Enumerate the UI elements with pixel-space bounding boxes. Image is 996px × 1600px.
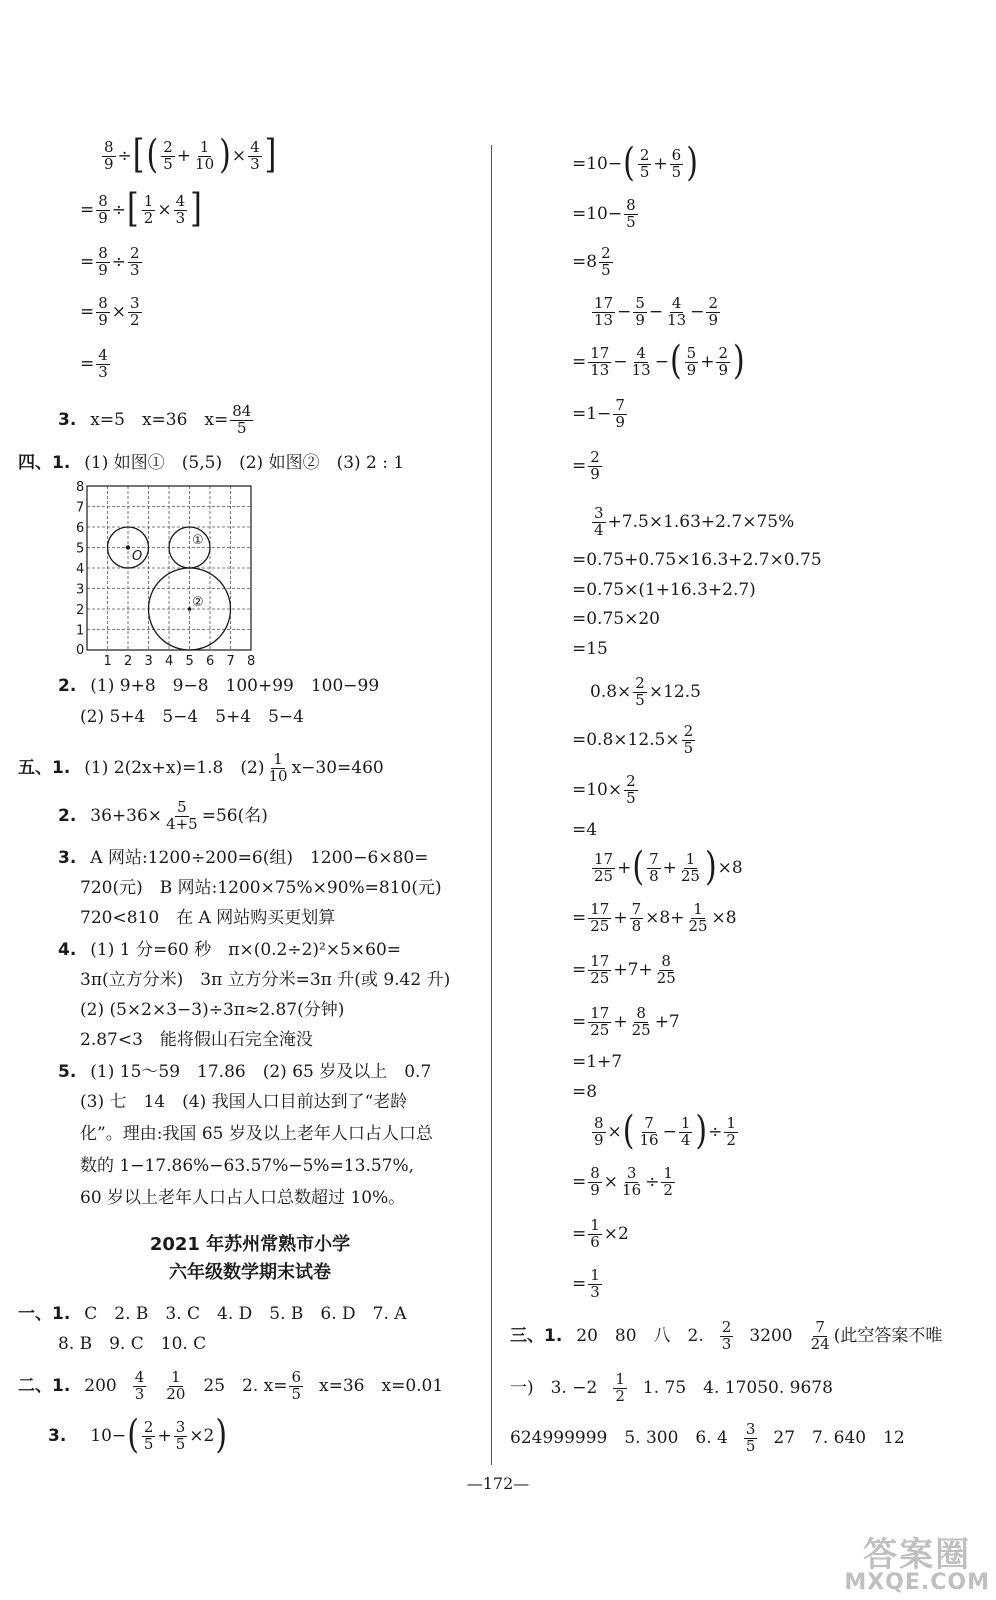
section-5-q2: 2. 36+36× $\frac{5}{4+5}$ =56(名) [58, 798, 268, 833]
exam-section-3-line1: 三、1. 20 80 八 2. $\frac{2}{3}$ 3200 $\frac{7}{24}$ (此空答案不唯 [510, 1318, 943, 1353]
section-4-q1: 四、1. (1) 如图① (5,5) (2) 如图② (3) 2 : 1 [18, 453, 405, 473]
fraction: $\frac{4}{3}$ [250, 138, 260, 173]
section-5-q3-line1: 3. A 网站:1200÷200=6(组) 1200−6×80= [58, 848, 429, 868]
calc-line: $\frac{17}{13}$ − $\frac{5}{9}$ − $\frac{4}{13}$ − $\frac{2}{9}$ [594, 294, 719, 329]
center-point-o [126, 545, 130, 549]
calc-line: =10− ( $\frac{2}{5}$ + $\frac{6}{5}$ ) [572, 140, 698, 187]
exam-title-line1: 2021 年苏州常熟市小学 [149, 1234, 351, 1255]
calc-line: = $\frac{17}{25}$ +7+ $\frac{8}{25}$ [572, 952, 676, 987]
origin-label: 0 [76, 643, 85, 658]
calc-line: =8 [572, 1082, 598, 1102]
section-5-q5-line1: 5. (1) 15～59 17.86 (2) 65 岁及以上 0.7 [58, 1062, 432, 1082]
calc-line: =1− $\frac{7}{9}$ [572, 396, 625, 431]
answer-q3: 3. x=5 x=36 x= $\frac{84}{5}$ [58, 402, 252, 437]
exam-section-2: 二、1. 200 $\frac{4}{3}$ $\frac{1}{20}$ 25 2. x= $\frac{6}{5}$ x=36 x=0.01 [18, 1368, 444, 1403]
calc-line: = $\frac{17}{13}$ − $\frac{4}{13}$ − ( $\frac{5}{9}$ + $\frac{2}{9}$ ) [572, 338, 745, 385]
exam-section-1-line1: 一、1. C 2. B 3. C 4. D 5. B 6. D 7. A [18, 1304, 407, 1324]
calc-line: =0.8×12.5× $\frac{2}{5}$ [572, 722, 694, 757]
section-5-q1: 五、1. (1) 2(2x+x)=1.8 (2) $\frac{1}{10}$ x−30=460 [18, 750, 384, 785]
right-column [500, 0, 996, 1600]
calc-line: = $\frac{17}{25}$ + $\frac{8}{25}$ +7 [572, 1004, 680, 1039]
calc-line: = $\frac{1}{3}$ [572, 1266, 600, 1301]
calc-line: =10− $\frac{8}{5}$ [572, 196, 636, 231]
expr-line-1: $\frac{8}{9}$ ÷ [ ( $\frac{2}{5}$ + $\frac{1}{10}$ ) × $\frac{4}{3}$ ] [104, 132, 277, 179]
x-tick-label: 2 [124, 654, 133, 668]
calc-line: $\frac{8}{9}$ × ( $\frac{7}{16}$ − $\frac{1}{4}$ ) ÷ $\frac{1}{2}$ [594, 1108, 736, 1155]
fraction: $\frac{8}{9}$ [104, 138, 114, 173]
expr-line-4: = $\frac{8}{9}$ × $\frac{3}{2}$ [80, 294, 140, 329]
x-tick-label: 3 [144, 654, 153, 668]
section-4-q2-line2: (2) 5+4 5−4 5+4 5−4 [80, 707, 304, 727]
expr-line-5: = $\frac{4}{3}$ [80, 346, 108, 381]
calc-line: = $\frac{1}{6}$ ×2 [572, 1216, 629, 1251]
column-divider [491, 145, 492, 1465]
expr-line-3: = $\frac{8}{9}$ ÷ $\frac{2}{3}$ [80, 244, 140, 279]
x-axis-ticks [104, 654, 256, 668]
y-tick-label: 8 [76, 480, 85, 495]
page-number: —172— [466, 1474, 530, 1493]
calc-line: =0.75×20 [572, 609, 660, 629]
circle1-label: ① [192, 533, 204, 548]
y-tick-label: 3 [76, 582, 85, 598]
exam-section-3-line2: 一) 3. −2 $\frac{1}{2}$ 1. 75 4. 17050. 9678 [510, 1370, 833, 1405]
x-tick-label: 8 [247, 654, 256, 668]
exam-section-3-line3: 624999999 5. 300 6. 4 $\frac{3}{5}$ 27 7. 640 12 [510, 1420, 905, 1455]
fraction: $\frac{2}{5}$ [163, 138, 173, 173]
circle2-label: ② [192, 595, 204, 610]
x-tick-label: 1 [103, 654, 112, 668]
y-tick-label: 1 [76, 623, 85, 639]
watermark-logo: 答案圈 MXQE.COM [844, 1535, 990, 1595]
section-5-q4-line1: 4. (1) 1 分=60 秒 π×(0.2÷2)²×5×60= [58, 940, 402, 960]
calc-line: =10× $\frac{2}{5}$ [572, 772, 636, 807]
exam-section-1-line2: 8. B 9. C 10. C [58, 1334, 207, 1354]
calc-line: = $\frac{8}{9}$ × $\frac{3}{16}$ ÷ $\frac{1}{2}$ [572, 1164, 673, 1199]
exam-title-line2: 六年级数学期末试卷 [169, 1262, 331, 1283]
fraction: $\frac{1}{10}$ [195, 138, 215, 173]
coordinate-grid-figure [62, 478, 262, 668]
y-tick-label: 4 [76, 562, 85, 577]
left-column: $\frac{8}{9}$ ÷ [ ( $\frac{2}{5}$ + $\frac{1}{10}$ ) × $\frac{4}{3}$ ] = $\frac{8}{9}$ ÷ [ $\frac{1}{2}$ × $\frac{4}{3}$ ] = $\frac{8}{9}$ ÷ $\frac{2}{3}$ = $\frac{8}{9}$ × $\frac{3}{2}$ = $\frac{4}{3}$ 3. x=5 x=36 x= $\frac{84}{5}$ 四、1. (1) 如图① (5,5) (2) 如图② (3) 2 : 1 O ① ② 1 2 3 4 5 6 7 8 1 2 3 4 5 6 7 8 0 2. (1) 9+8 9−8 100+99 100−99 (2) 5+4 5−4 5+4 5−4 五、1. (1) 2(2x+x)=1.8 (2) $\frac{1}{10}$ x−30=460 2. 36+36× $\frac{5}{4+5}$ =56(名) 3. A 网站:1200÷200=6(组) 1200−6×80= 720(元) B 网站:1200×75%×90%=810(元) 720<810 在 A 网站购买更划算 4. (1) 1 分=60 秒 π×(0.2÷2)²×5×60= 3π(立方分米) 3π 立方分米=3π 升(或 9.42 升) (2) (5×2×3−3)÷3π≈2.87(分钟) 2.87<3 能将假山石完全淹没 5. (1) 15～59 17.86 (2) 65 岁及以上 0.7 (3) 七 14 (4) 我国人口目前达到了“老龄 化”。理由:我国 65 岁及以上老年人口占人口总 数的 1−17.86%−63.57%−5%=13.57%, 60 岁以上老年人口占人口总数超过 10%。 2021 年苏州常熟市小学 六年级数学期末试卷 一、1. C 2. B 3. C 4. D 5. B 6. D 7. A 8. B 9. C 10. C 二、1. 200 $\frac{4}{3}$ $\frac{1}{20}$ 25 2. x= $\frac{6}{5}$ x=36 x=0.01 3. 10− ( $\frac{2}{5}$ + $\frac{3}{5}$ ×2 ) [0, 0, 500, 1600]
calc-line: =0.75×(1+16.3+2.7) [572, 580, 756, 600]
calc-line: 0.8× $\frac{2}{5}$ ×12.5 [590, 674, 701, 709]
y-tick-label: 7 [76, 500, 85, 516]
section-4-q2-line1: 2. (1) 9+8 9−8 100+99 100−99 [58, 676, 380, 696]
calc-line: $\frac{3}{4}$ +7.5×1.63+2.7×75% [594, 504, 795, 539]
calc-line: =15 [572, 639, 608, 659]
x-tick-label: 7 [226, 654, 235, 668]
calc-line: $\frac{17}{25}$ + ( $\frac{7}{8}$ + $\frac{1}{25}$ ) ×8 [594, 844, 743, 891]
calc-line: =0.75+0.75×16.3+2.7×0.75 [572, 550, 822, 570]
x-tick-label: 4 [165, 654, 174, 668]
expr-line-2: = $\frac{8}{9}$ ÷ [ $\frac{1}{2}$ × $\frac{4}{3}$ ] [80, 186, 202, 233]
calc-line: =1+7 [572, 1052, 623, 1072]
center-label: O [132, 549, 143, 564]
y-tick-label: 6 [76, 521, 85, 536]
y-tick-label: 5 [76, 541, 85, 557]
y-tick-label: 2 [76, 603, 85, 618]
calc-line: =8 $\frac{2}{5}$ [572, 244, 611, 279]
exam-section-2-q3: 3. 10− ( $\frac{2}{5}$ + $\frac{3}{5}$ ×2 ) [48, 1412, 228, 1459]
y-axis-ticks [76, 480, 84, 639]
x-tick-label: 6 [206, 654, 215, 668]
calc-line: = $\frac{2}{9}$ [572, 448, 600, 483]
calc-line: = $\frac{17}{25}$ + $\frac{7}{8}$ ×8+ $\frac{1}{25}$ ×8 [572, 900, 737, 935]
calc-line: =4 [572, 820, 598, 840]
x-tick-label: 5 [185, 654, 194, 668]
